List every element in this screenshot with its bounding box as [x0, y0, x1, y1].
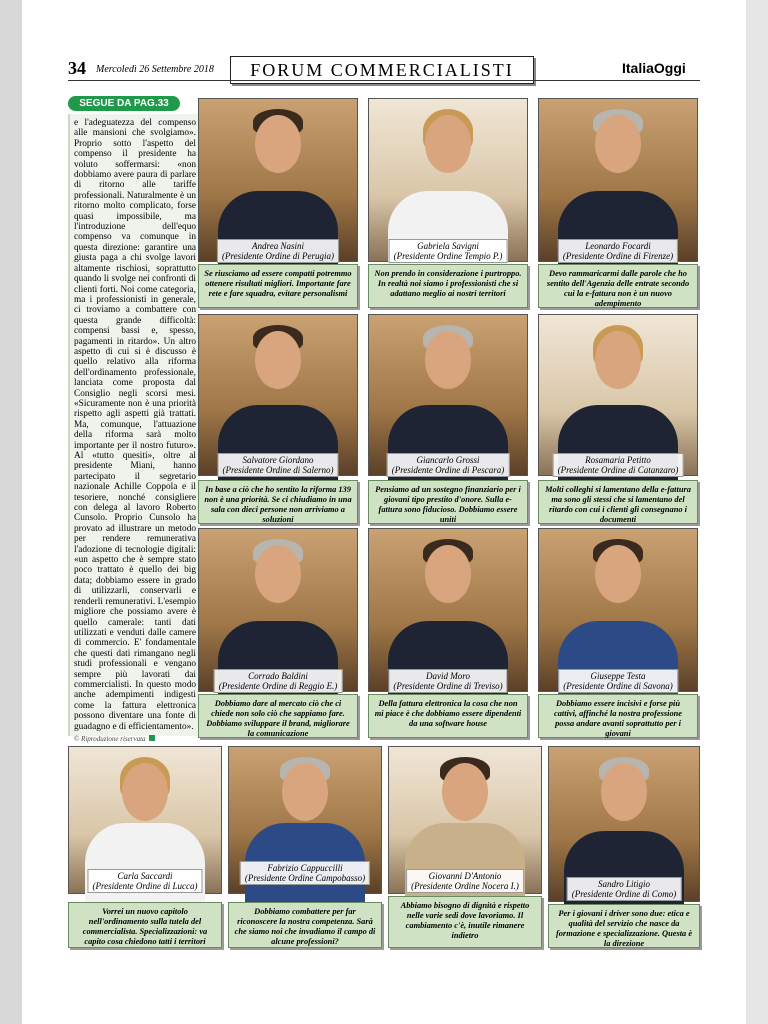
head-shape — [282, 763, 328, 821]
photo-caption — [558, 669, 678, 693]
speaker-name: Corrado Baldini — [248, 671, 308, 681]
speaker-card — [368, 98, 528, 312]
speaker-photo — [368, 314, 528, 476]
article-column — [68, 96, 198, 743]
photo-caption — [406, 869, 524, 893]
speaker-quote: Pensiamo ad un sostegno finanziario per i giovani tipo prestito d'onore. Sulla e-fattura sono fiducioso. Dobbiamo essere uniti — [368, 480, 528, 524]
page-margin — [746, 0, 768, 1024]
speaker-card — [538, 314, 698, 526]
speaker-quote: Devo rammaricarmi dalle parole che ho sentito dell'Agenzia delle entrate secondo cui la e-fattura non è un nuovo adempimento — [538, 264, 698, 308]
speaker-card — [198, 98, 358, 312]
speaker-role: (Presidente Ordine Nocera I.) — [411, 881, 519, 891]
newspaper-page — [22, 0, 746, 1024]
head-shape — [255, 115, 301, 173]
speaker-photo — [538, 528, 698, 692]
speaker-role: (Presidente Ordine di Pescara) — [391, 465, 505, 475]
page-date: Mercoledì 26 Settembre 2018 — [96, 64, 214, 75]
head-shape — [122, 763, 168, 821]
photo-caption — [388, 669, 507, 693]
photo-caption — [567, 877, 682, 901]
speaker-photo — [538, 98, 698, 262]
photo-caption — [217, 453, 338, 477]
speaker-quote: Della fattura elettronica la cosa che non mi piace è che dobbiamo essere dipendenti da una software house — [368, 694, 528, 738]
speaker-photo — [198, 314, 358, 476]
speaker-quote: Molti colleghi si lamentano della e-fattura ma sono gli stessi che si lamentano del ritardo con cui i clienti gli consegnano i documenti — [538, 480, 698, 524]
speaker-name: Rosamaria Petitto — [585, 455, 651, 465]
speaker-quote: Per i giovani i driver sono due: etica e qualità del servizio che nasce da formazione e specializzazione. Questa è la direzione — [548, 904, 700, 948]
section-title: FORUM COMMERCIALISTI — [230, 56, 534, 84]
head-shape — [425, 331, 471, 389]
newspaper-logo: ItaliaOggi — [622, 60, 686, 76]
speaker-quote: Se riusciamo ad essere compatti potremmo ottenere risultati migliori. Importante fare rete e fare squadra, evitare personalismi — [198, 264, 358, 308]
speaker-quote: In base a ciò che ho sentito la riforma 139 non è una priorità. Se ci chiudiamo in una sala con dieci persone non arriviamo a soluzioni — [198, 480, 358, 524]
end-square-icon — [149, 735, 155, 741]
speaker-role: (Presidente Ordine di Salerno) — [222, 465, 334, 475]
head-shape — [255, 545, 301, 603]
photo-caption — [553, 453, 684, 477]
page-header — [22, 56, 746, 90]
article-text: e l'adeguatezza del compenso alle mansioni che svolgiamo». Proprio sotto l'aspetto del compenso il presidente ha voluto soffermarsi: «non dobbiamo avere paura di parlare di ritorno alle tariffe professionali. Naturalmente è un ritorno molto complicato, forse quasi impossibile, ma l'introduzione dell'equo compenso va comunque in questa direzione: garantire una giusta paga a chi svolge lavori altamente rischiosi, soprattutto quando li svolge nei confronti di clienti forti. Noi come categoria, ma i professionisti in generale, ci troviamo a combattere con questa grande difficoltà: compensi bassi e, spesso, pagamenti in ritardo». Un altro aspetto di cui si è discusso è quello relativo alla riforma dell'ordinamento professionale, lanciata come proposta dal Consiglio negli scorsi mesi. «Sicuramente non è una priorità rispetto agli aspetti già trattati. Ma, comunque, l'attuazione della riforma sarà molto importante per il nostro futuro». Al «tutto quesiti», oltre al presidente Miani, hanno partecipato il segretario nazionale Achille Coppola e il tesoriere, nonché consigliere con delega al lavoro Roberto Cunsolo. Proprio Cunsolo ha provato ad illustrare un metodo per rendere remunerativa l'adozione di tecnologie digitali: «un aspetto che è sempre stato poco trattato è quello dei big data; dobbiamo essere in grado di utilizzarli, conservarli e renderli remunerativi. L'esempio migliore che possiamo avere è quello camerale: tanti dati utilizzati e venduti dalle camere di commercio. E' fondamentale che questi dati rimangano negli studi professionali e vengano sempre più lavorati dai commercialisti. In questo modo anche adempimenti indigesti come la fattura elettronica possono diventare una fonte di guadagno e di efficientamento». — [74, 118, 196, 732]
speaker-card — [68, 746, 222, 952]
head-shape — [425, 115, 471, 173]
photo-caption — [387, 453, 510, 477]
speaker-card — [368, 314, 528, 526]
speaker-quote: Non prendo in considerazione i purtroppo. In realtà noi siamo i professionisti che si adattano meglio ai nostri territori — [368, 264, 528, 308]
head-shape — [601, 763, 647, 821]
speaker-quote: Vorrei un nuovo capitolo nell'ordinamento sulla tutela del commercialista. Specializzazioni: va capito cosa chiedono tatti i territori — [68, 902, 222, 948]
speaker-card — [198, 528, 358, 740]
speaker-name: Giancarlo Grossi — [416, 455, 480, 465]
speaker-name: Andrea Nasini — [252, 241, 304, 251]
head-shape — [425, 545, 471, 603]
speaker-name: Leonardo Focardi — [585, 241, 651, 251]
copyright-note — [74, 734, 196, 744]
speaker-card — [388, 746, 542, 952]
speaker-role: (Presidente Ordine di Perugia) — [221, 251, 335, 261]
speaker-name: Salvatore Giordano — [242, 455, 314, 465]
head-shape — [595, 115, 641, 173]
speaker-photo — [538, 314, 698, 476]
speaker-role: (Presidente Ordine Campobasso) — [244, 873, 366, 883]
speaker-card — [548, 746, 700, 952]
speaker-role: (Presidente Ordine di Savona) — [563, 681, 673, 691]
speaker-photo — [198, 98, 358, 262]
speaker-name: Gabriela Savigni — [417, 241, 479, 251]
head-shape — [442, 763, 488, 821]
speaker-card — [228, 746, 382, 952]
head-shape — [595, 331, 641, 389]
speaker-photo — [228, 746, 382, 894]
speaker-quote: Dobbiamo combattere per far riconoscere la nostra competenza. Sarà che siamo noi che invadiamo il campo di alcune professioni? — [228, 902, 382, 948]
speaker-name: Fabrizio Cappuccilli — [267, 863, 343, 873]
speaker-card — [538, 98, 698, 312]
speaker-role: (Presidente Ordine di Como) — [571, 889, 677, 899]
speaker-photo — [368, 98, 528, 262]
speaker-quote: Dobbiamo dare al mercato ciò che ci chiede non solo ciò che sappiamo fare. Dobbiamo sviluppare il brand, migliorare la comunicazione — [198, 694, 358, 738]
photo-caption — [389, 239, 508, 263]
speaker-quote: Dobbiamo essere incisivi e forse più cattivi, affinché la nostra professione possa andare avanti soprattutto per i giovani — [538, 694, 698, 738]
speaker-role: (Presidente Ordine di Treviso) — [393, 681, 503, 691]
article-body — [68, 114, 200, 743]
speaker-card — [538, 528, 698, 740]
speaker-role: (Presidente Ordine di Reggio E.) — [218, 681, 338, 691]
photo-caption — [240, 861, 370, 885]
page-number: 34 — [68, 58, 86, 78]
head-shape — [255, 331, 301, 389]
photo-caption — [87, 869, 202, 893]
speaker-photo — [368, 528, 528, 692]
continued-badge: SEGUE DA PAG.33 — [68, 96, 180, 111]
speaker-photo — [548, 746, 700, 902]
speaker-card — [368, 528, 528, 740]
speaker-quote: Abbiamo bisogno di dignità e rispetto nelle varie sedi dove lavoriamo. Il cambiamento c'è, inutile rimanere indietro — [388, 896, 542, 948]
header-rule — [68, 80, 700, 81]
speaker-photo — [388, 746, 542, 894]
speaker-name: Sandro Litigio — [598, 879, 650, 889]
speaker-name: David Moro — [426, 671, 470, 681]
speaker-role: (Presidente Ordine di Catanzaro) — [557, 465, 679, 475]
speaker-role: (Presidente Ordine di Lucca) — [92, 881, 198, 891]
head-shape — [595, 545, 641, 603]
speaker-photo — [68, 746, 222, 894]
photo-caption — [217, 239, 339, 263]
speaker-name: Giovanni D'Antonio — [428, 871, 502, 881]
speaker-role: (Presidente Ordine Tempio P.) — [393, 251, 503, 261]
speaker-card — [198, 314, 358, 526]
copyright-text: © Riproduzione riservata — [74, 734, 146, 743]
photo-caption — [214, 669, 343, 693]
photo-caption — [558, 239, 678, 263]
speaker-name: Giuseppe Testa — [590, 671, 646, 681]
speaker-role: (Presidente Ordine di Firenze) — [562, 251, 674, 261]
speaker-photo — [198, 528, 358, 692]
speaker-name: Carla Saccardi — [117, 871, 173, 881]
